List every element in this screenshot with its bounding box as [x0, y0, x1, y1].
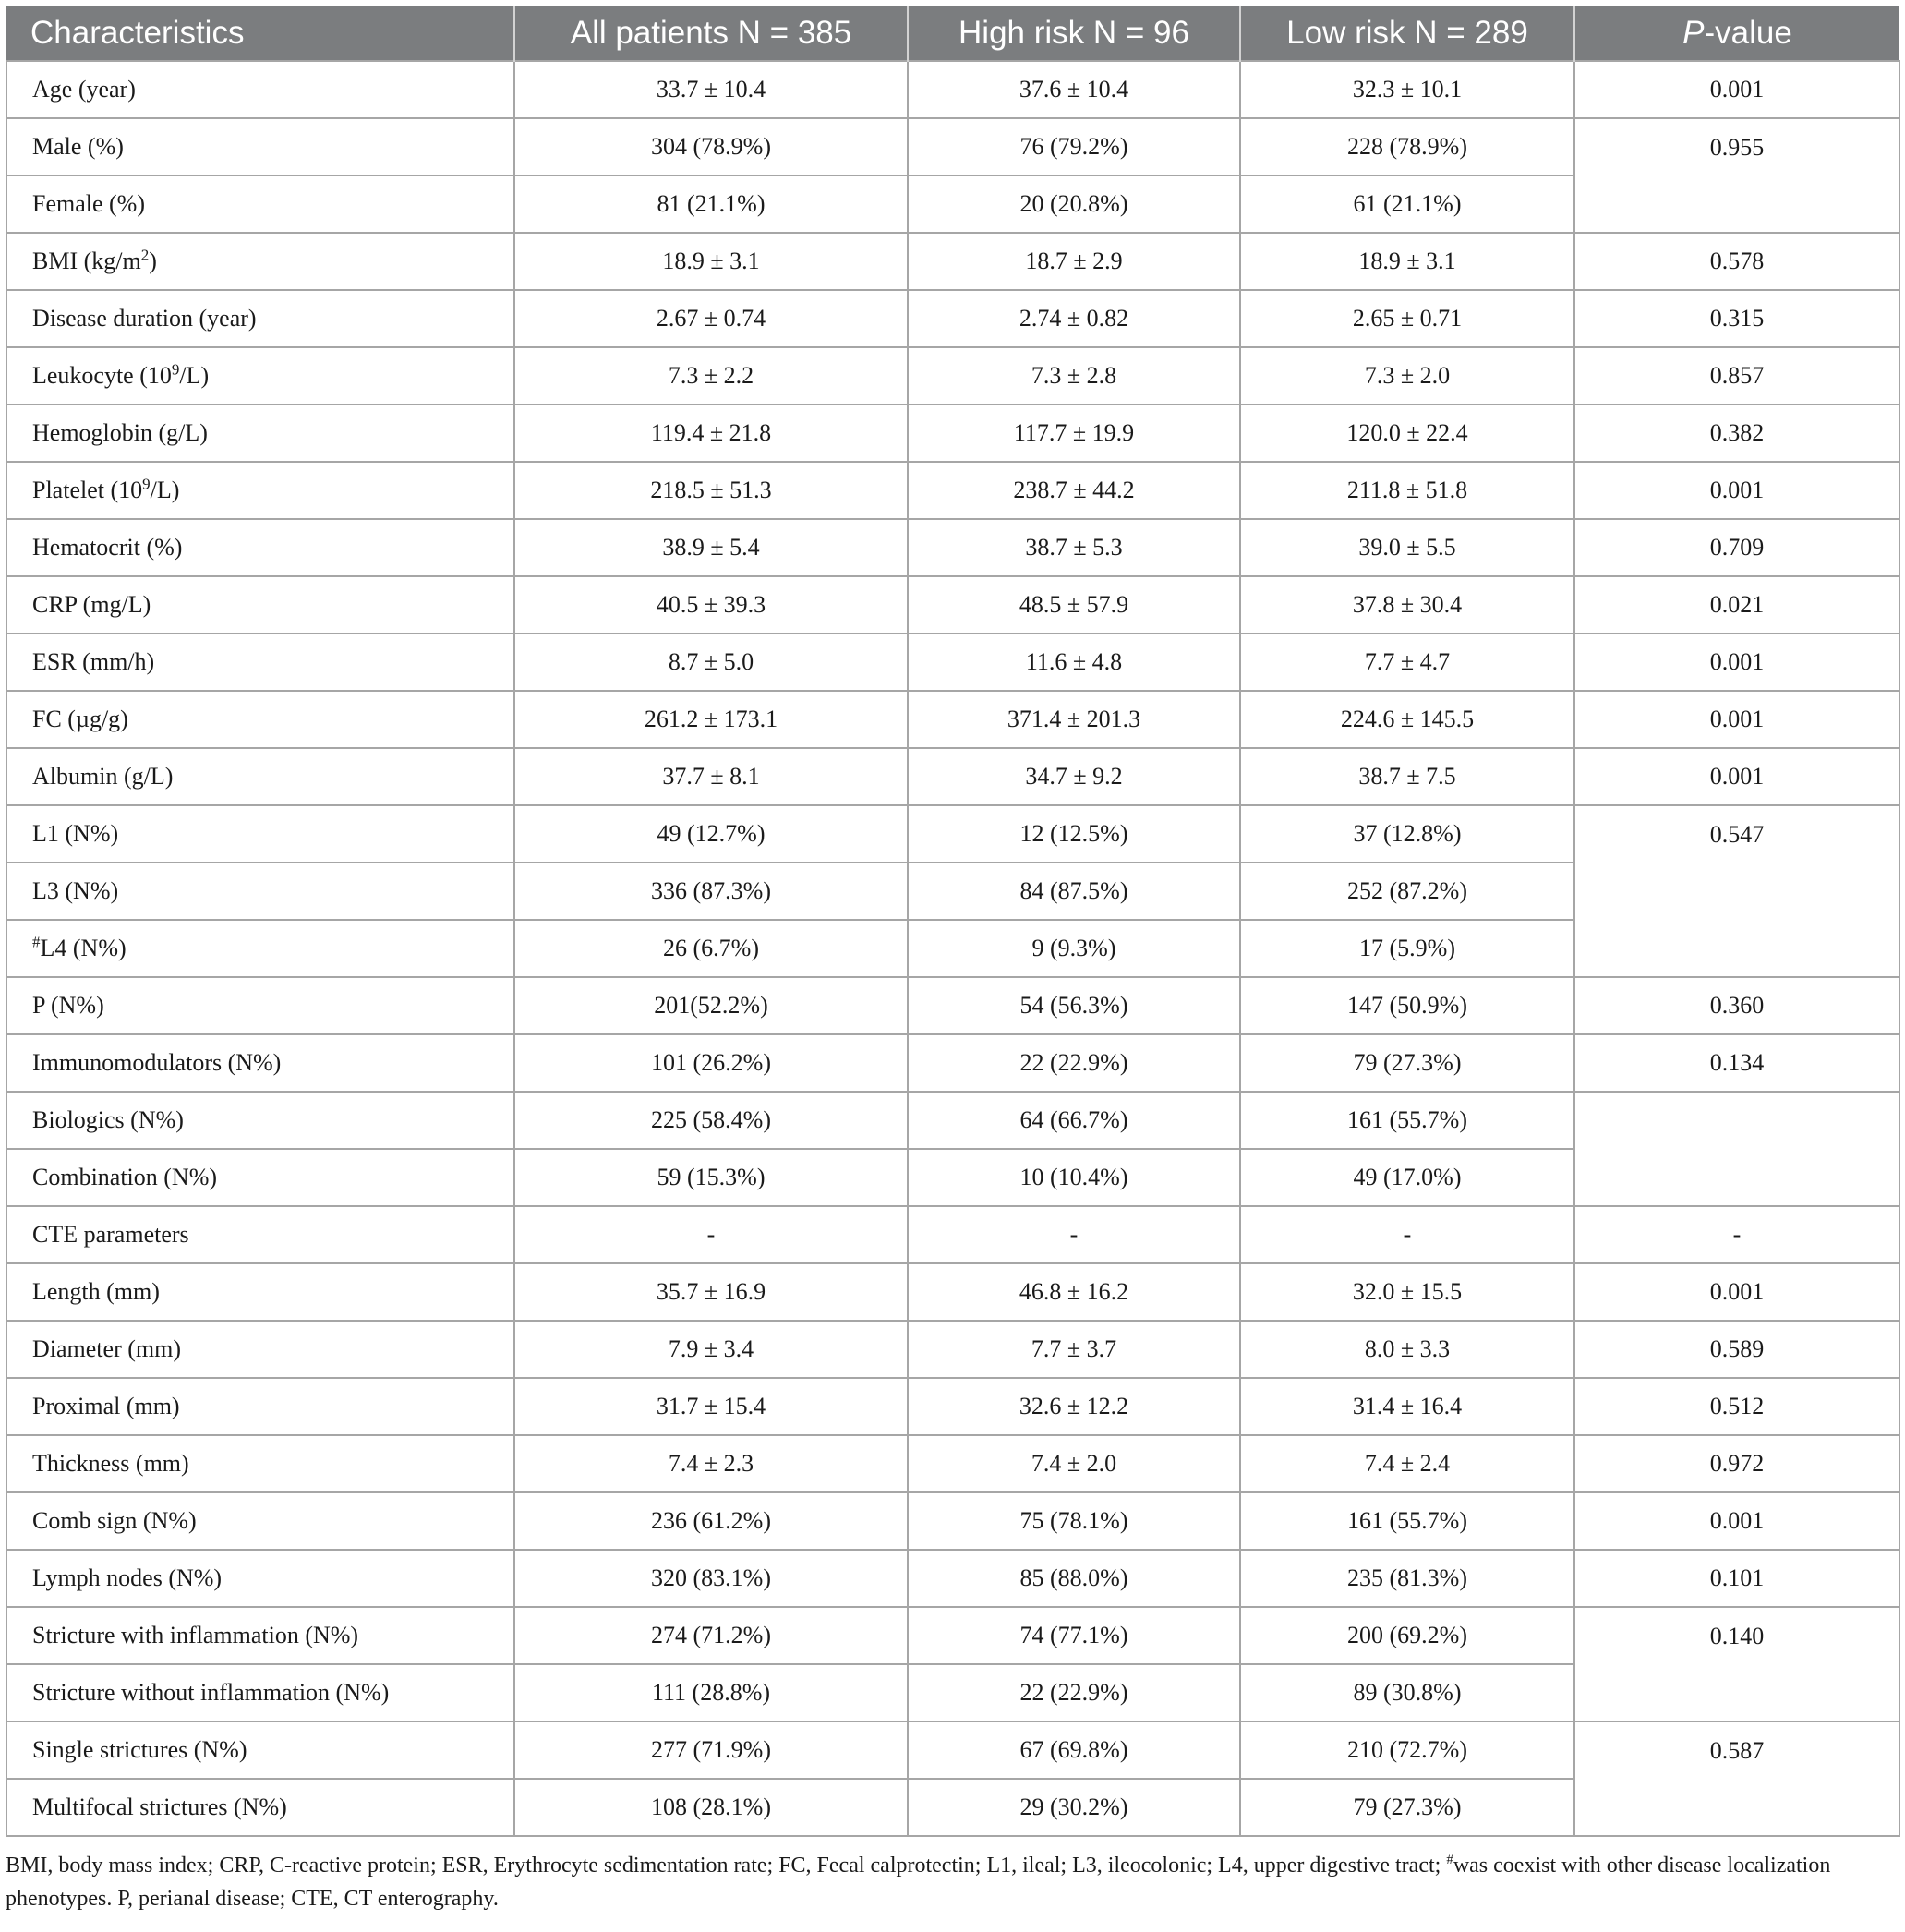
table-row: [6, 977, 1899, 1034]
row-label: [6, 405, 514, 462]
row-label-text: Diameter (mm): [32, 1335, 181, 1362]
row-label: [6, 61, 514, 118]
cell-all-patients: 38.9 ± 5.4: [514, 519, 908, 576]
cell-low-risk: 38.7 ± 7.5: [1240, 748, 1574, 805]
header-high-risk: High risk N = 96: [908, 6, 1240, 61]
row-label: [6, 462, 514, 519]
cell-high-risk: 38.7 ± 5.3: [908, 519, 1240, 576]
cell-all-patients: 320 (83.1%): [514, 1550, 908, 1607]
cell-all-patients: 201(52.2%): [514, 977, 908, 1034]
cell-low-risk: 39.0 ± 5.5: [1240, 519, 1574, 576]
cell-p-value: 0.101: [1574, 1550, 1899, 1607]
row-label: [6, 863, 514, 920]
cell-high-risk: 76 (79.2%): [908, 118, 1240, 175]
cell-p-value: 0.001: [1574, 691, 1899, 748]
row-label: [6, 290, 514, 347]
row-label: [6, 519, 514, 576]
header-all-patients: All patients N = 385: [514, 6, 908, 61]
table-row: [6, 1149, 1899, 1206]
cell-high-risk: 7.4 ± 2.0: [908, 1435, 1240, 1492]
cell-p-value: [1574, 1664, 1899, 1721]
table-row: [6, 691, 1899, 748]
cell-all-patients: 225 (58.4%): [514, 1092, 908, 1149]
cell-p-value: 0.955: [1574, 118, 1899, 175]
row-label: [6, 118, 514, 175]
cell-all-patients: 33.7 ± 10.4: [514, 61, 908, 118]
row-label-text: CRP (mg/L): [32, 591, 151, 618]
table-row: [6, 1378, 1899, 1435]
row-label-text: Lymph nodes (N%): [32, 1564, 223, 1591]
row-label-text: Combination (N%): [32, 1164, 218, 1190]
table-row: [6, 576, 1899, 634]
cell-high-risk: 10 (10.4%): [908, 1149, 1240, 1206]
cell-high-risk: 84 (87.5%): [908, 863, 1240, 920]
cell-p-value: 0.021: [1574, 576, 1899, 634]
table-row: [6, 118, 1899, 175]
cell-p-value: [1574, 1779, 1899, 1836]
cell-low-risk: 235 (81.3%): [1240, 1550, 1574, 1607]
cell-low-risk: 211.8 ± 51.8: [1240, 462, 1574, 519]
row-label-text: Platelet (10: [32, 477, 143, 503]
row-label: [6, 1492, 514, 1550]
cell-all-patients: 18.9 ± 3.1: [514, 233, 908, 290]
table-row: [6, 1092, 1899, 1149]
cell-p-value: 0.587: [1574, 1721, 1899, 1779]
row-label-text: Comb sign (N%): [32, 1507, 197, 1534]
row-label-text: L1 (N%): [32, 820, 119, 847]
row-label: [6, 977, 514, 1034]
cell-low-risk: 252 (87.2%): [1240, 863, 1574, 920]
table-row: [6, 290, 1899, 347]
cell-high-risk: 29 (30.2%): [908, 1779, 1240, 1836]
cell-low-risk: 31.4 ± 16.4: [1240, 1378, 1574, 1435]
table-row: [6, 1779, 1899, 1836]
row-label: [6, 233, 514, 290]
cell-low-risk: 147 (50.9%): [1240, 977, 1574, 1034]
row-label-text: Length (mm): [32, 1278, 160, 1305]
table-row: [6, 1321, 1899, 1378]
cell-high-risk: 74 (77.1%): [908, 1607, 1240, 1664]
table-row: [6, 405, 1899, 462]
cell-low-risk: 161 (55.7%): [1240, 1092, 1574, 1149]
cell-all-patients: 101 (26.2%): [514, 1034, 908, 1092]
row-label-text: Leukocyte (10: [32, 362, 172, 389]
table-row: [6, 748, 1899, 805]
cell-low-risk: 228 (78.9%): [1240, 118, 1574, 175]
cell-high-risk: 22 (22.9%): [908, 1034, 1240, 1092]
cell-all-patients: 81 (21.1%): [514, 175, 908, 233]
cell-p-value: 0.001: [1574, 61, 1899, 118]
row-label-text: Multifocal strictures (N%): [32, 1793, 287, 1820]
cell-all-patients: 7.9 ± 3.4: [514, 1321, 908, 1378]
row-label: [6, 1607, 514, 1664]
cell-all-patients: 119.4 ± 21.8: [514, 405, 908, 462]
row-label-text: BMI (kg/m: [32, 248, 141, 274]
cell-p-value: 0.140: [1574, 1607, 1899, 1664]
cell-p-value: 0.360: [1574, 977, 1899, 1034]
row-label-superscript: 9: [142, 475, 151, 493]
cell-high-risk: 75 (78.1%): [908, 1492, 1240, 1550]
row-label-text: Albumin (g/L): [32, 763, 174, 790]
cell-all-patients: 35.7 ± 16.9: [514, 1263, 908, 1321]
row-label-text: ESR (mm/h): [32, 648, 155, 675]
cell-all-patients: 261.2 ± 173.1: [514, 691, 908, 748]
table-row: [6, 1492, 1899, 1550]
cell-p-value: 0.709: [1574, 519, 1899, 576]
cell-low-risk: 18.9 ± 3.1: [1240, 233, 1574, 290]
cell-p-value: 0.512: [1574, 1378, 1899, 1435]
cell-low-risk: 32.0 ± 15.5: [1240, 1263, 1574, 1321]
cell-high-risk: 46.8 ± 16.2: [908, 1263, 1240, 1321]
cell-high-risk: 238.7 ± 44.2: [908, 462, 1240, 519]
row-label: [6, 634, 514, 691]
cell-high-risk: 48.5 ± 57.9: [908, 576, 1240, 634]
cell-low-risk: 17 (5.9%): [1240, 920, 1574, 977]
table-row: [6, 1550, 1899, 1607]
row-label: [6, 1664, 514, 1721]
footnote-text-1: BMI, body mass index; CRP, C-reactive protein; ESR, Erythrocyte sedimentation rate; FC, Fecal calprotectin; L1, ileal; L3, ileocolonic; L4, upper digestive tract;: [6, 1854, 1447, 1878]
table-row: [6, 462, 1899, 519]
header-p-suffix: -value: [1704, 14, 1792, 51]
cell-low-risk: 224.6 ± 145.5: [1240, 691, 1574, 748]
cell-high-risk: 22 (22.9%): [908, 1664, 1240, 1721]
row-label-text: Thickness (mm): [32, 1450, 189, 1477]
cell-p-value: 0.001: [1574, 634, 1899, 691]
cell-p-value: 0.578: [1574, 233, 1899, 290]
row-label: [6, 1034, 514, 1092]
row-label-text: P (N%): [32, 992, 104, 1019]
cell-all-patients: 31.7 ± 15.4: [514, 1378, 908, 1435]
row-label-text: Stricture without inflammation (N%): [32, 1679, 390, 1706]
cell-p-value: 0.382: [1574, 405, 1899, 462]
cell-p-value: 0.001: [1574, 1492, 1899, 1550]
cell-p-value: 0.001: [1574, 748, 1899, 805]
table-row: [6, 1607, 1899, 1664]
cell-all-patients: 111 (28.8%): [514, 1664, 908, 1721]
cell-high-risk: 37.6 ± 10.4: [908, 61, 1240, 118]
cell-low-risk: 7.4 ± 2.4: [1240, 1435, 1574, 1492]
cell-p-value: 0.134: [1574, 1034, 1899, 1092]
cell-low-risk: 200 (69.2%): [1240, 1607, 1574, 1664]
row-label: [6, 1779, 514, 1836]
cell-all-patients: -: [514, 1206, 908, 1263]
row-label: [6, 920, 514, 977]
row-label-text: FC (µg/g): [32, 706, 128, 732]
row-label-superscript: 2: [140, 246, 150, 264]
header-characteristics: Characteristics: [6, 6, 514, 61]
cell-all-patients: 7.3 ± 2.2: [514, 347, 908, 405]
row-label: [6, 1378, 514, 1435]
table-row: [6, 61, 1899, 118]
cell-all-patients: 8.7 ± 5.0: [514, 634, 908, 691]
row-label: [6, 347, 514, 405]
cell-low-risk: 7.3 ± 2.0: [1240, 347, 1574, 405]
row-label-text: Hemoglobin (g/L): [32, 419, 208, 446]
header-p-italic: P: [1682, 14, 1705, 51]
cell-all-patients: 336 (87.3%): [514, 863, 908, 920]
cell-all-patients: 236 (61.2%): [514, 1492, 908, 1550]
header-row: [6, 6, 1899, 61]
cell-p-value: 0.857: [1574, 347, 1899, 405]
cell-low-risk: 37 (12.8%): [1240, 805, 1574, 863]
cell-low-risk: 89 (30.8%): [1240, 1664, 1574, 1721]
cell-low-risk: 120.0 ± 22.4: [1240, 405, 1574, 462]
footnote-hash: #: [1446, 1853, 1453, 1867]
cell-low-risk: 161 (55.7%): [1240, 1492, 1574, 1550]
cell-all-patients: 59 (15.3%): [514, 1149, 908, 1206]
table-row: [6, 233, 1899, 290]
row-label: [6, 1149, 514, 1206]
row-label: [6, 691, 514, 748]
row-label: [6, 1435, 514, 1492]
row-label: [6, 748, 514, 805]
table-row: [6, 347, 1899, 405]
cell-p-value: 0.589: [1574, 1321, 1899, 1378]
cell-high-risk: 18.7 ± 2.9: [908, 233, 1240, 290]
row-label: [6, 576, 514, 634]
row-label-suffix: /L): [179, 362, 210, 389]
row-label-suffix: ): [149, 248, 157, 274]
cell-high-risk: 20 (20.8%): [908, 175, 1240, 233]
table-row: [6, 634, 1899, 691]
row-label-text: L3 (N%): [32, 877, 119, 904]
table-row: [6, 1664, 1899, 1721]
cell-p-value: 0.547: [1574, 805, 1899, 863]
row-label: [6, 175, 514, 233]
row-label: [6, 1263, 514, 1321]
cell-high-risk: 12 (12.5%): [908, 805, 1240, 863]
row-label-text: Disease duration (year): [32, 305, 257, 332]
row-label: [6, 1092, 514, 1149]
cell-high-risk: 34.7 ± 9.2: [908, 748, 1240, 805]
cell-p-value: [1574, 1092, 1899, 1149]
cell-all-patients: 49 (12.7%): [514, 805, 908, 863]
cell-p-value: [1574, 920, 1899, 977]
cell-low-risk: 49 (17.0%): [1240, 1149, 1574, 1206]
table-row: [6, 920, 1899, 977]
cell-high-risk: 32.6 ± 12.2: [908, 1378, 1240, 1435]
row-label: [6, 1550, 514, 1607]
cell-low-risk: -: [1240, 1206, 1574, 1263]
row-label-text: Biologics (N%): [32, 1106, 184, 1133]
cell-all-patients: 40.5 ± 39.3: [514, 576, 908, 634]
cell-high-risk: 371.4 ± 201.3: [908, 691, 1240, 748]
table-row: [6, 1721, 1899, 1779]
row-label-text: Hematocrit (%): [32, 534, 183, 561]
table-row: [6, 1263, 1899, 1321]
cell-high-risk: 11.6 ± 4.8: [908, 634, 1240, 691]
cell-low-risk: 2.65 ± 0.71: [1240, 290, 1574, 347]
row-label-text: Male (%): [32, 133, 124, 160]
cell-high-risk: -: [908, 1206, 1240, 1263]
row-label-prefix: #: [32, 933, 41, 951]
cell-low-risk: 79 (27.3%): [1240, 1779, 1574, 1836]
cell-p-value: 0.001: [1574, 1263, 1899, 1321]
cell-high-risk: 117.7 ± 19.9: [908, 405, 1240, 462]
cell-low-risk: 210 (72.7%): [1240, 1721, 1574, 1779]
row-label-text: CTE parameters: [32, 1221, 189, 1248]
cell-all-patients: 2.67 ± 0.74: [514, 290, 908, 347]
cell-high-risk: 9 (9.3%): [908, 920, 1240, 977]
row-label-text: Female (%): [32, 190, 146, 217]
cell-high-risk: 7.7 ± 3.7: [908, 1321, 1240, 1378]
cell-low-risk: 32.3 ± 10.1: [1240, 61, 1574, 118]
cell-p-value: -: [1574, 1206, 1899, 1263]
cell-low-risk: 37.8 ± 30.4: [1240, 576, 1574, 634]
row-label: [6, 1321, 514, 1378]
row-label-suffix: /L): [150, 477, 180, 503]
cell-p-value: [1574, 863, 1899, 920]
cell-high-risk: 7.3 ± 2.8: [908, 347, 1240, 405]
cell-p-value: 0.001: [1574, 462, 1899, 519]
row-label-text: Stricture with inflammation (N%): [32, 1622, 359, 1648]
table-row: [6, 519, 1899, 576]
row-label-superscript: 9: [171, 360, 180, 379]
cell-all-patients: 304 (78.9%): [514, 118, 908, 175]
cell-all-patients: 108 (28.1%): [514, 1779, 908, 1836]
cell-p-value: [1574, 175, 1899, 233]
cell-all-patients: 274 (71.2%): [514, 1607, 908, 1664]
cell-high-risk: 2.74 ± 0.82: [908, 290, 1240, 347]
cell-high-risk: 85 (88.0%): [908, 1550, 1240, 1607]
header-low-risk: Low risk N = 289: [1240, 6, 1574, 61]
cell-all-patients: 7.4 ± 2.3: [514, 1435, 908, 1492]
cell-p-value: [1574, 1149, 1899, 1206]
row-label: [6, 1721, 514, 1779]
cell-low-risk: 61 (21.1%): [1240, 175, 1574, 233]
table-body: [6, 61, 1899, 1836]
cell-low-risk: 7.7 ± 4.7: [1240, 634, 1574, 691]
row-label: [6, 805, 514, 863]
cell-all-patients: 26 (6.7%): [514, 920, 908, 977]
cell-low-risk: 8.0 ± 3.3: [1240, 1321, 1574, 1378]
table-row: [6, 1034, 1899, 1092]
characteristics-table: [6, 6, 1900, 1837]
row-label-text: Single strictures (N%): [32, 1736, 247, 1763]
row-label-text: Immunomodulators (N%): [32, 1049, 282, 1076]
header-p-value: [1574, 6, 1899, 61]
cell-low-risk: 79 (27.3%): [1240, 1034, 1574, 1092]
row-label-text: Proximal (mm): [32, 1393, 180, 1419]
table-footnote: [6, 1849, 1900, 1915]
table-row: [6, 863, 1899, 920]
footnote-text-2: was coexist with other disease localization phenotypes. P, perianal disease; CTE, CT enterography.: [6, 1854, 1831, 1911]
cell-p-value: 0.315: [1574, 290, 1899, 347]
table-row: [6, 1206, 1899, 1263]
row-label-text: L4 (N%): [40, 935, 127, 961]
cell-all-patients: 277 (71.9%): [514, 1721, 908, 1779]
cell-high-risk: 64 (66.7%): [908, 1092, 1240, 1149]
row-label-text: Age (year): [32, 76, 136, 103]
cell-high-risk: 54 (56.3%): [908, 977, 1240, 1034]
table-row: [6, 805, 1899, 863]
table-row: [6, 1435, 1899, 1492]
cell-all-patients: 218.5 ± 51.3: [514, 462, 908, 519]
cell-all-patients: 37.7 ± 8.1: [514, 748, 908, 805]
cell-high-risk: 67 (69.8%): [908, 1721, 1240, 1779]
cell-p-value: 0.972: [1574, 1435, 1899, 1492]
row-label: [6, 1206, 514, 1263]
table-row: [6, 175, 1899, 233]
